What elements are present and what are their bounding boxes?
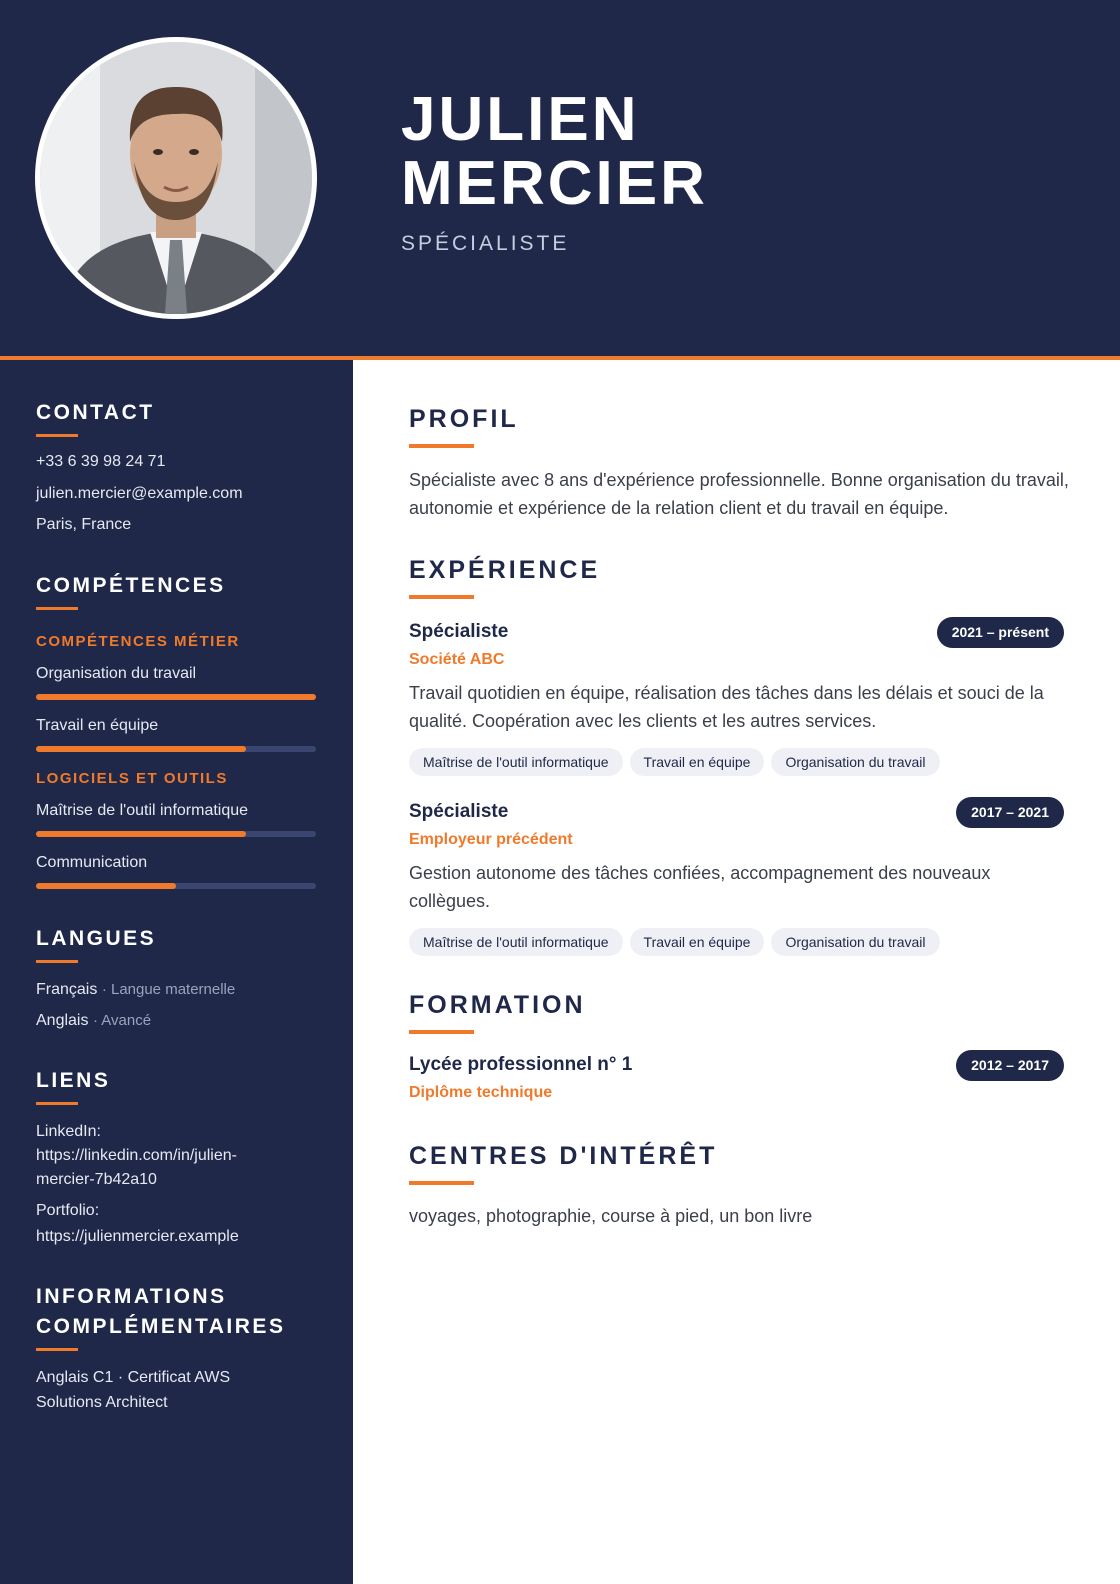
profile-summary: Spécialiste avec 8 ans d'expérience professionnelle. Bonne organisation du travail, autonomie et expérience de la relation client et du travail en équipe. xyxy=(409,470,1069,518)
skill-tag: Travail en équipe xyxy=(630,928,765,956)
name-first: JULIEN xyxy=(401,85,640,154)
job-tags xyxy=(409,748,940,776)
skills-heading-underline xyxy=(36,607,78,610)
profile-heading-underline xyxy=(409,444,474,448)
skill-tag: Travail en équipe xyxy=(630,748,765,776)
education-heading-underline xyxy=(409,1030,474,1034)
extra-info-text-line2: Solutions Architect xyxy=(36,1394,168,1411)
language-name: Anglais xyxy=(36,1012,89,1029)
contact-heading-underline xyxy=(36,434,78,437)
skill-name: Organisation du travail xyxy=(36,665,197,682)
job-date-badge: 2021 – présent xyxy=(937,617,1064,648)
candidate-name xyxy=(401,85,708,218)
language-level: · Avancé xyxy=(92,1012,152,1029)
education-date-badge: 2012 – 2017 xyxy=(956,1050,1064,1081)
skill-name: Maîtrise de l'outil informatique xyxy=(36,802,249,819)
language-item xyxy=(36,1009,316,1033)
job-tags xyxy=(409,928,940,956)
job-date-badge: 2017 – 2021 xyxy=(956,797,1064,828)
job-title: Spécialiste xyxy=(409,801,509,822)
language-level: · Langue maternelle xyxy=(101,981,236,998)
skill-level-fill xyxy=(36,694,316,700)
linkedin-label: LinkedIn: xyxy=(36,1123,101,1140)
header-accent-divider xyxy=(0,356,1120,360)
skills-heading: COMPÉTENCES xyxy=(36,574,226,597)
education-heading: FORMATION xyxy=(409,991,586,1019)
language-item xyxy=(36,978,316,1002)
language-name: Français xyxy=(36,981,98,998)
job-description: Travail quotidien en équipe, réalisation des tâches dans les délais et souci de la qualité. Coopération avec les clients et les autres services. xyxy=(409,683,1044,731)
skill-level-fill xyxy=(36,746,246,752)
interests-heading: CENTRES D'INTÉRÊT xyxy=(409,1142,718,1170)
job-company: Employeur précédent xyxy=(409,831,573,848)
interests-heading-underline xyxy=(409,1181,474,1185)
extra-info-heading-line2: COMPLÉMENTAIRES xyxy=(36,1315,286,1338)
experience-heading-underline xyxy=(409,595,474,599)
portrait-image xyxy=(40,42,312,314)
links-heading: LIENS xyxy=(36,1069,111,1092)
skills-group-label: COMPÉTENCES MÉTIER xyxy=(36,633,240,650)
extra-info-text-line1: Anglais C1 · Certificat AWS xyxy=(36,1369,231,1386)
job-company: Société ABC xyxy=(409,651,505,668)
links-heading-underline xyxy=(36,1102,78,1105)
skill-level-fill xyxy=(36,831,246,837)
skills-group-label: LOGICIELS ET OUTILS xyxy=(36,770,228,787)
skill-level-bar xyxy=(36,746,316,752)
job-title-header: SPÉCIALISTE xyxy=(401,232,570,255)
skill-level-bar xyxy=(36,831,316,837)
interests-text: voyages, photographie, course à pied, un bon livre xyxy=(409,1206,813,1226)
linkedin-link-line1[interactable]: https://linkedin.com/in/julien- xyxy=(36,1147,237,1164)
contact-heading: CONTACT xyxy=(36,401,155,424)
name-last: MERCIER xyxy=(401,149,708,218)
skill-name: Communication xyxy=(36,854,148,871)
skill-tag: Maîtrise de l'outil informatique xyxy=(409,928,623,956)
job-title: Spécialiste xyxy=(409,621,509,642)
skill-name: Travail en équipe xyxy=(36,717,159,734)
linkedin-link-line2[interactable]: mercier-7b42a10 xyxy=(36,1171,157,1188)
education-school: Lycée professionnel n° 1 xyxy=(409,1054,633,1075)
skill-level-bar xyxy=(36,694,316,700)
skill-tag: Maîtrise de l'outil informatique xyxy=(409,748,623,776)
skill-tag: Organisation du travail xyxy=(771,928,939,956)
experience-heading: EXPÉRIENCE xyxy=(409,556,601,584)
extra-info-heading-line1: INFORMATIONS xyxy=(36,1285,227,1308)
skill-level-fill xyxy=(36,883,176,889)
languages-heading: LANGUES xyxy=(36,927,157,950)
profile-heading: PROFIL xyxy=(409,405,519,433)
profile-photo xyxy=(35,37,317,319)
extra-info-heading-underline xyxy=(36,1348,78,1351)
portfolio-link[interactable]: https://julienmercier.example xyxy=(36,1228,239,1245)
languages-heading-underline xyxy=(36,960,78,963)
skill-level-bar xyxy=(36,883,316,889)
skill-tag: Organisation du travail xyxy=(771,748,939,776)
education-degree: Diplôme technique xyxy=(409,1084,553,1101)
contact-email[interactable]: julien.mercier@example.com xyxy=(36,485,243,502)
job-description: Gestion autonome des tâches confiées, accompagnement des nouveaux collègues. xyxy=(409,863,991,911)
contact-phone[interactable]: +33 6 39 98 24 71 xyxy=(36,453,166,470)
portfolio-label: Portfolio: xyxy=(36,1202,100,1219)
contact-location: Paris, France xyxy=(36,516,132,533)
